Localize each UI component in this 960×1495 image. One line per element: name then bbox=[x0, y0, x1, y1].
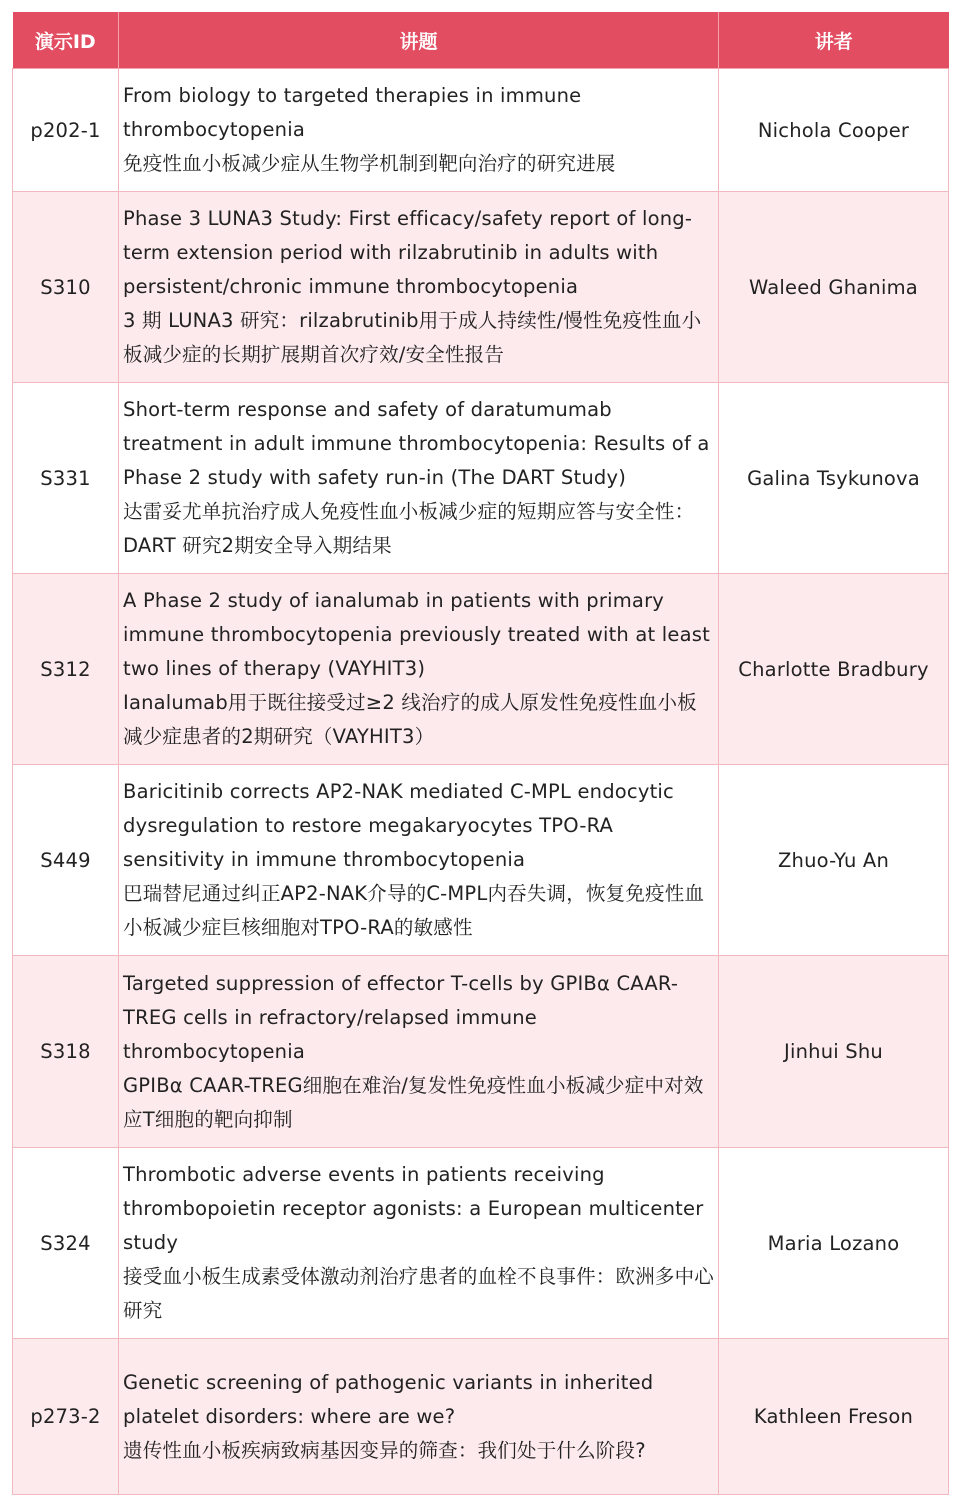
presentation-id: p202-1 bbox=[13, 69, 119, 192]
header-speaker: 讲者 bbox=[719, 12, 949, 69]
presentation-id: S312 bbox=[13, 574, 119, 765]
topic-chinese: 巴瑞替尼通过纠正AP2-NAK介导的C-MPL内吞失调，恢复免疫性血小板减少症巨核细胞对TPO-RA的敏感性 bbox=[123, 882, 705, 939]
topic-cell bbox=[119, 1148, 719, 1339]
presentation-id: p273-2 bbox=[13, 1339, 119, 1495]
table-row bbox=[13, 1339, 949, 1495]
speaker-name: Charlotte Bradbury bbox=[719, 574, 949, 765]
header-topic: 讲题 bbox=[119, 12, 719, 69]
speaker-name: Kathleen Freson bbox=[719, 1339, 949, 1495]
table-row bbox=[13, 1148, 949, 1339]
topic-english: Thrombotic adverse events in patients receiving thrombopoietin receptor agonists: a European multicenter study bbox=[123, 1163, 704, 1254]
topic-chinese: 接受血小板生成素受体激动剂治疗患者的血栓不良事件：欧洲多中心研究 bbox=[123, 1265, 715, 1322]
topic-cell bbox=[119, 1339, 719, 1495]
topic-cell bbox=[119, 192, 719, 383]
table-row bbox=[13, 765, 949, 956]
presentation-id: S449 bbox=[13, 765, 119, 956]
presentation-id: S324 bbox=[13, 1148, 119, 1339]
topic-english: Baricitinib corrects AP2-NAK mediated C-MPL endocytic dysregulation to restore megakaryocytes TPO-RA sensitivity in immune thrombocytopenia bbox=[123, 780, 674, 871]
speaker-name: Nichola Cooper bbox=[719, 69, 949, 192]
topic-cell bbox=[119, 956, 719, 1148]
speaker-name: Waleed Ghanima bbox=[719, 192, 949, 383]
topic-english: Phase 3 LUNA3 Study: First efficacy/safety report of long-term extension period with rilzabrutinib in adults with persistent/chronic immune thrombocytopenia bbox=[123, 207, 693, 298]
topic-english: Genetic screening of pathogenic variants in inherited platelet disorders: where are we? bbox=[123, 1370, 654, 1428]
presentation-table bbox=[12, 12, 949, 1495]
topic-chinese: 3 期 LUNA3 研究：rilzabrutinib用于成人持续性/慢性免疫性血小板减少症的长期扩展期首次疗效/安全性报告 bbox=[123, 309, 702, 366]
header-row bbox=[13, 12, 949, 69]
topic-cell bbox=[119, 765, 719, 956]
table-row bbox=[13, 192, 949, 383]
topic-cell bbox=[119, 574, 719, 765]
speaker-name: Zhuo-Yu An bbox=[719, 765, 949, 956]
table-body bbox=[13, 69, 949, 1495]
topic-english: A Phase 2 study of ianalumab in patients with primary immune thrombocytopenia previously treated with at least two lines of therapy (VAYHIT3) bbox=[123, 589, 710, 680]
table-row bbox=[13, 956, 949, 1148]
speaker-name: Maria Lozano bbox=[719, 1148, 949, 1339]
table-header bbox=[13, 12, 949, 69]
presentation-id: S331 bbox=[13, 383, 119, 574]
header-id: 演示ID bbox=[13, 12, 119, 69]
topic-chinese: 免疫性血小板减少症从生物学机制到靶向治疗的研究进展 bbox=[123, 152, 616, 175]
topic-chinese: 遗传性血小板疾病致病基因变异的筛查：我们处于什么阶段? bbox=[123, 1438, 646, 1462]
topic-chinese: Ianalumab用于既往接受过≥2 线治疗的成人原发性免疫性血小板减少症患者的2期研究（VAYHIT3） bbox=[123, 691, 697, 748]
presentation-table-container bbox=[12, 12, 948, 1495]
topic-english: Targeted suppression of effector T-cells by GPIBα CAAR-TREG cells in refractory/relapsed immune thrombocytopenia bbox=[123, 971, 679, 1063]
table-row bbox=[13, 383, 949, 574]
speaker-name: Galina Tsykunova bbox=[719, 383, 949, 574]
topic-cell bbox=[119, 69, 719, 192]
topic-chinese: GPIBα CAAR-TREG细胞在难治/复发性免疫性血小板减少症中对效应T细胞的靶向抑制 bbox=[123, 1073, 704, 1131]
topic-english: From biology to targeted therapies in immune thrombocytopenia bbox=[123, 84, 582, 141]
topic-english: Short-term response and safety of daratumumab treatment in adult immune thrombocytopenia: Results of a Phase 2 study with safety run-in (The DART Study) bbox=[123, 398, 710, 489]
table-row bbox=[13, 69, 949, 192]
topic-cell bbox=[119, 383, 719, 574]
presentation-id: S310 bbox=[13, 192, 119, 383]
table-row bbox=[13, 574, 949, 765]
topic-chinese: 达雷妥尤单抗治疗成人免疫性血小板减少症的短期应答与安全性：DART 研究2期安全导入期结果 bbox=[123, 500, 695, 557]
presentation-id: S318 bbox=[13, 956, 119, 1148]
speaker-name: Jinhui Shu bbox=[719, 956, 949, 1148]
